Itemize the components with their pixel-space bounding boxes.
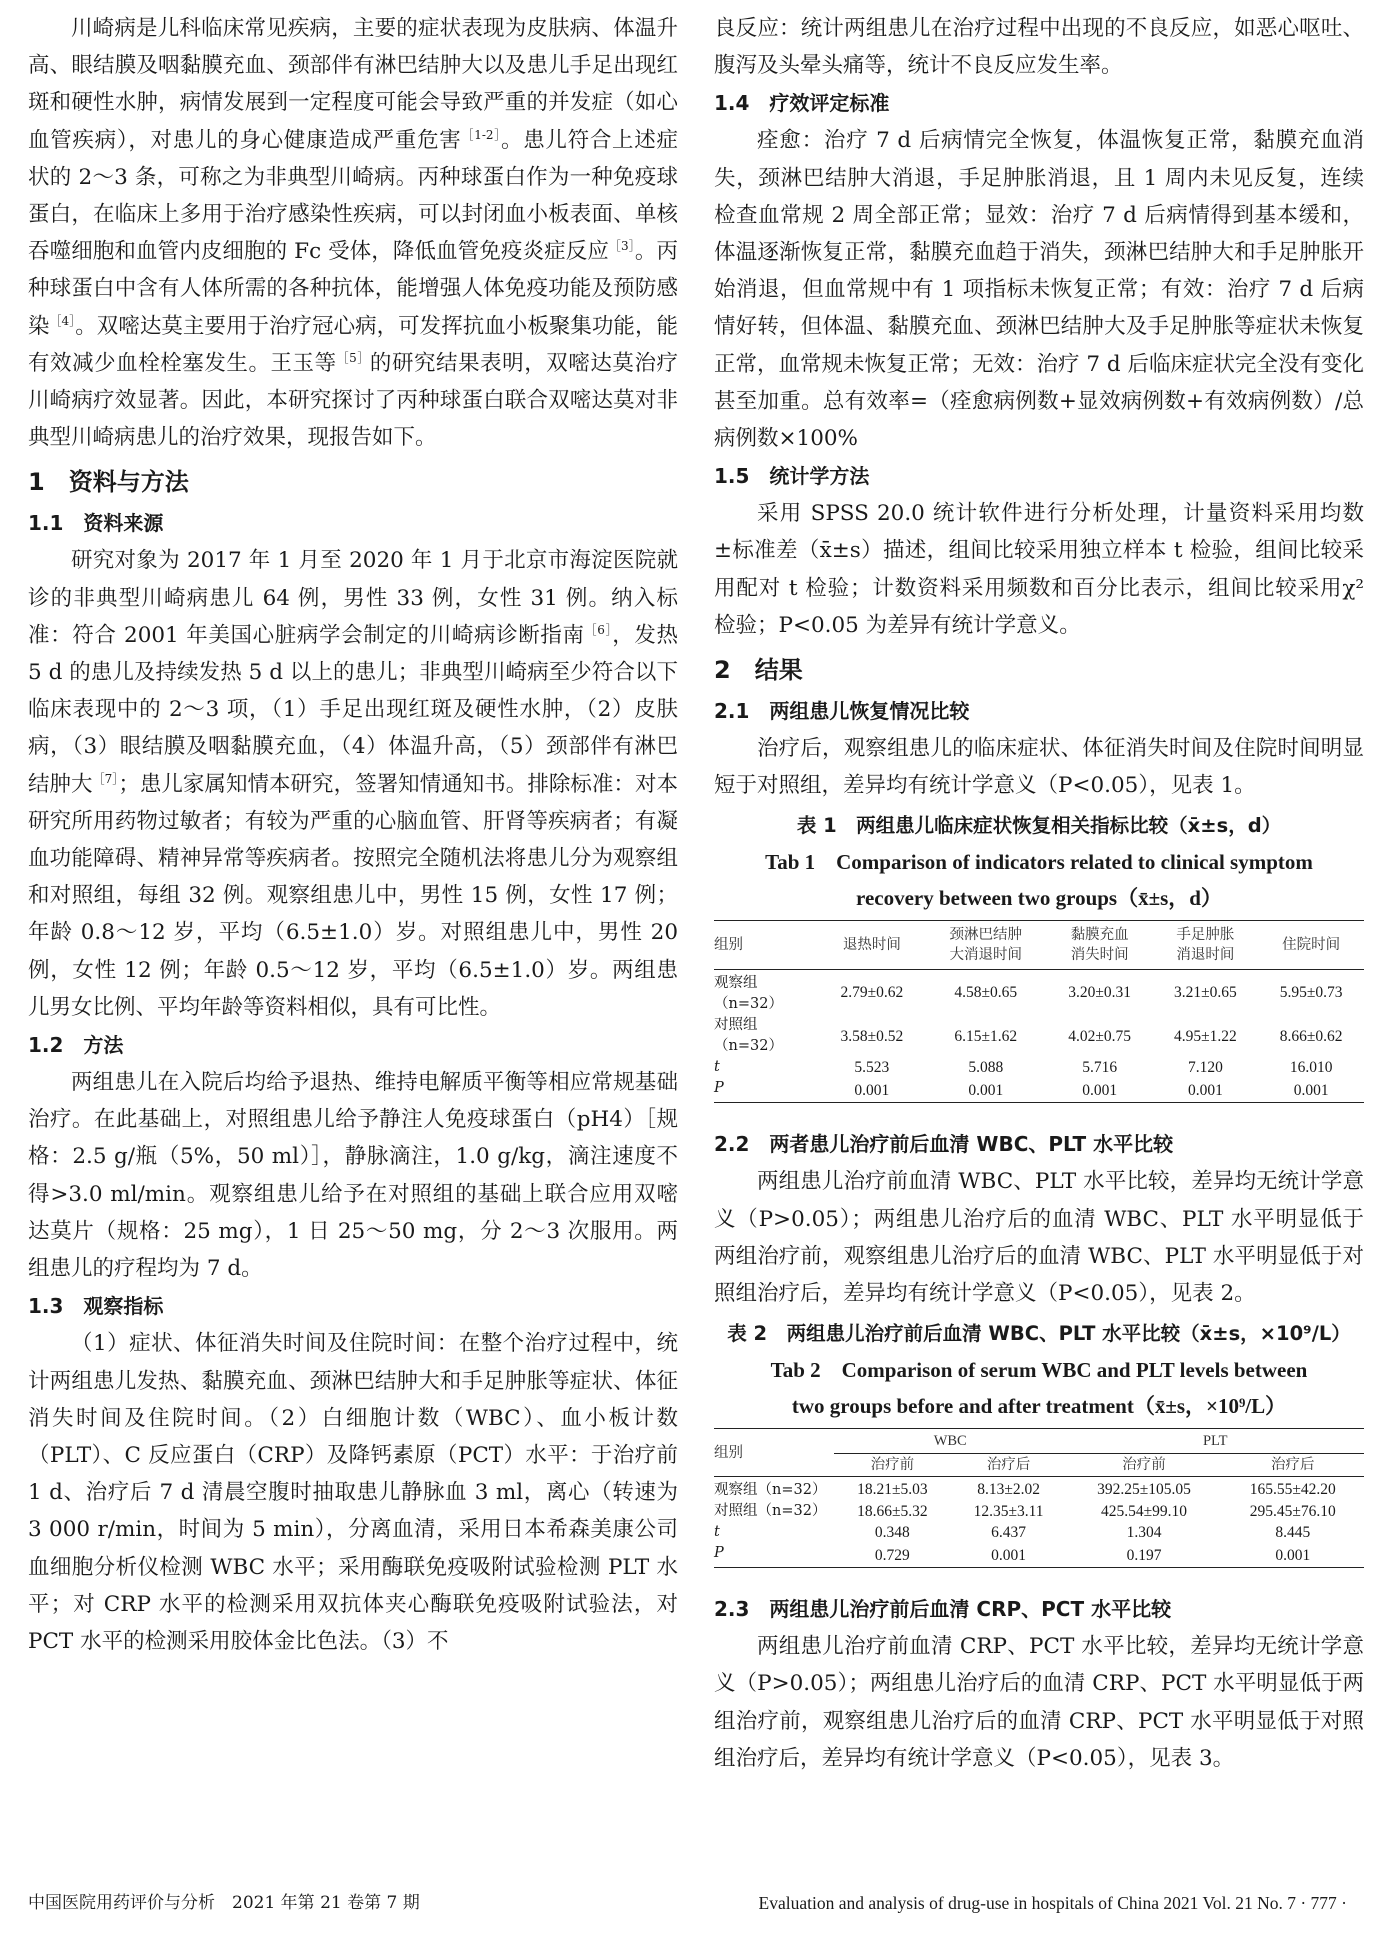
source-text-1: 研究对象为 2017 年 1 月至 2020 年 1 月于北京市海淀医院就诊的非典型川崎病患儿 64 例，男性 33 例，女性 31 例。纳入标准：符合 2001 年美国心脏病学会制定的川崎病诊断指南 xyxy=(28,548,678,648)
journal-footer-en: Evaluation and analysis of drug-use in hospitals of China 2021 Vol. 21 No. 7 · 777 · xyxy=(758,1893,1347,1913)
citation-ref: ［7］ xyxy=(92,771,119,786)
table-header-cell: 治疗后 xyxy=(986,1457,1031,1474)
subsection-heading-1-3: 1.3 观察指标 xyxy=(28,1294,164,1319)
table-cell: 5.088 xyxy=(968,1059,1004,1077)
table-cell: 0.001 xyxy=(854,1081,890,1099)
table-cell: t xyxy=(714,1524,720,1541)
table-cell: 0.001 xyxy=(968,1081,1004,1099)
subsection-heading-2-3: 2.3 两组患儿治疗前后血清 CRP、PCT 水平比较 xyxy=(714,1597,1172,1622)
table-row xyxy=(714,1078,1364,1103)
table-cell: 8.66±0.62 xyxy=(1279,1027,1343,1045)
observation-paragraph: （1）症状、体征消失时间及住院时间：在整个治疗过程中，统计两组患儿发热、黏膜充血、颈淋巴结肿大和手足肿胀等症状、体征消失时间及住院时间。（2）白细胞计数（WBC）、血小板计数（PLT）、C 反应蛋白（CRP）及降钙素原（PCT）水平：于治疗前 1 d、治疗后 7 d 清晨空腹时抽取患儿静脉血 3 ml，离心（转速为 3 000 r/min，时间为 5 min），分离血清，采用日本希森美康公司血细胞分析仪检测 WBC 水平；采用酶联免疫吸附试验检测 PLT 水平；对 CRP 水平的检测采用双抗体夹心酶联免疫吸附试验法，对 PCT 水平的检测采用胶体金比色法。（3）不 xyxy=(28,1331,678,1654)
table-2-caption-en-line-1: Tab 2 Comparison of serum WBC and PLT levels between xyxy=(770,1358,1308,1383)
source-paragraph xyxy=(28,542,678,1026)
table-2-caption-en-line-2: two groups before and after treatment（x̄±s，×10⁹/L） xyxy=(791,1394,1287,1419)
table-cell: 8.445 xyxy=(1275,1524,1311,1542)
table-cell: 5.716 xyxy=(1082,1059,1118,1077)
source-text-2: ，发热 5 d 的患儿及持续发热 5 d 以上的患儿；非典型川崎病至少符合以下临床表现中的 2～3 项，（1）手足出现红斑及硬性水肿，（2）皮肤病，（3）眼结膜及咽黏膜充血，（4）体温升高，（5）颈部伴有淋巴结肿大 xyxy=(28,622,678,797)
intro-text-3: 。丙种球蛋白中含有人体所需的各种抗体，能增强人体免疫功能及预防感染 xyxy=(28,239,678,339)
subsection-heading-1-2: 1.2 方法 xyxy=(28,1033,124,1058)
table-cell: 0.001 xyxy=(1187,1081,1223,1099)
table-cell: 3.20±0.31 xyxy=(1047,970,1153,1016)
table-cell: 对照组（n=32） xyxy=(714,1017,783,1055)
continued-paragraph: 良反应：统计两组患儿在治疗过程中出现的不良反应，如恶心呕吐、腹泻及头晕头痛等，统计不良反应发生率。 xyxy=(714,16,1364,79)
intro-text-1: 川崎病是儿科临床常见疾病，主要的症状表现为皮肤病、体温升高、眼结膜及咽黏膜充血、颈部伴有淋巴结肿大以及患儿手足出现红斑和硬性水肿，病情发展到一定程度可能会导致严重的并发症（如心血管疾病），对患儿的身心健康造成严重危害 xyxy=(28,16,678,153)
citation-ref: ［4］ xyxy=(49,313,76,328)
table-cell: P xyxy=(714,1545,724,1562)
statistics-paragraph: 采用 SPSS 20.0 统计软件进行分析处理，计量资料采用均数±标准差（x̄±s）描述，组间比较采用独立样本 t 检验，组间比较采用配对 t 检验；计数资料采用频数和百分比表示，组间比较采用χ² 检验；P<0.05 为差异有统计学意义。 xyxy=(714,501,1364,638)
intro-text-2: 。患儿符合上述症状的 2～3 条，可称之为非典型川崎病。丙种球蛋白作为一种免疫球蛋白，在临床上多用于治疗感染性疾病，可以封闭血小板表面、单核吞噬细胞和血管内皮细胞的 Fc 受体，降低血管免疫炎症反应 xyxy=(28,127,678,265)
table-row xyxy=(714,1543,1364,1568)
table-cell: 0.001 xyxy=(1275,1546,1311,1564)
table-row xyxy=(714,1057,1364,1078)
citation-ref: ［6］ xyxy=(584,622,613,637)
right-column xyxy=(714,10,1364,1777)
table-cell: 8.13±2.02 xyxy=(951,1477,1067,1502)
result-paragraph-1: 治疗后，观察组患儿的临床症状、体征消失时间及住院时间明显短于对照组，差异均有统计学意义（P<0.05），见表 1。 xyxy=(714,736,1364,799)
section-heading-1: 1 资料与方法 xyxy=(28,468,189,497)
table-cell: 对照组（n=32） xyxy=(714,1503,827,1520)
table-row xyxy=(714,1015,1364,1057)
table-header-cell: 组别 xyxy=(714,937,743,954)
left-column xyxy=(28,10,678,1660)
subsection-heading-2-2: 2.2 两者患儿治疗前后血清 WBC、PLT 水平比较 xyxy=(714,1132,1174,1157)
citation-ref: ［3］ xyxy=(608,239,635,254)
method-paragraph: 两组患儿在入院后均给予退热、维持电解质平衡等相应常规基础治疗。在此基础上，对照组患儿给予静注人免疫球蛋白（pH4）［规格：2.5 g/瓶（5%，50 ml）］，静脉滴注，1.0 g/kg，滴注速度不得>3.0 ml/min。观察组患儿给予在对照组的基础上联合应用双嘧达莫片（规格：25 mg），1 日 25～50 mg，分 2～3 次服用。两组患儿的疗程均为 7 d。 xyxy=(28,1070,678,1282)
citation-ref: ［5］ xyxy=(336,350,370,365)
table-1-caption-en-line-1: Tab 1 Comparison of indicators related to clinical symptom xyxy=(765,850,1313,875)
table-row xyxy=(714,1501,1364,1522)
table-1 xyxy=(714,808,1364,1103)
table-cell: 425.54±99.10 xyxy=(1101,1503,1188,1521)
table-cell: P xyxy=(714,1080,724,1097)
table-header-plt: PLT xyxy=(1066,1429,1364,1454)
subsection-heading-1-5: 1.5 统计学方法 xyxy=(714,464,870,489)
table-header-cell: 黏膜充血 消失时间 xyxy=(1070,927,1129,964)
table-cell: 18.21±5.03 xyxy=(834,1477,951,1502)
intro-text-4: 。双嘧达莫主要用于治疗冠心病，可发挥抗血小板聚集功能，能有效减少血栓栓塞发生。王玉等 xyxy=(28,313,678,376)
table-cell: 0.197 xyxy=(1126,1546,1162,1564)
table-cell: 5.95±0.73 xyxy=(1258,970,1364,1016)
table-cell: 6.15±1.62 xyxy=(954,1027,1018,1045)
table-cell: 6.437 xyxy=(991,1524,1026,1542)
journal-footer-cn: 中国医院用药评价与分析 2021 年第 21 卷第 7 期 xyxy=(28,1893,420,1913)
result-paragraph-2: 两组患儿治疗前血清 WBC、PLT 水平比较，差异均无统计学意义（P>0.05）；两组患儿治疗后的血清 WBC、PLT 水平明显低于两组治疗前，观察组患儿治疗后的血清 WBC、PLT 水平明显低于对照组治疗后，差异均有统计学意义（P<0.05），见表 2。 xyxy=(714,1169,1364,1307)
table-2-group-row xyxy=(714,1429,1364,1454)
table-cell: 7.120 xyxy=(1187,1059,1223,1077)
table-cell: 5.523 xyxy=(854,1059,890,1077)
table-cell: 4.58±0.65 xyxy=(925,970,1047,1016)
table-header-cell: 治疗前 xyxy=(870,1457,915,1474)
table-cell: 0.729 xyxy=(874,1546,910,1564)
subsection-heading-2-1: 2.1 两组患儿恢复情况比较 xyxy=(714,699,970,724)
table-header-cell: 退热时间 xyxy=(842,937,901,954)
table-1-caption-cn: 表 1 两组患儿临床症状恢复相关指标比较（x̄±s，d） xyxy=(796,814,1282,838)
table-cell: 观察组（n=32） xyxy=(714,970,819,1016)
table-cell: 观察组（n=32） xyxy=(714,1477,834,1502)
table-cell: 16.010 xyxy=(1289,1059,1333,1077)
evaluation-paragraph: 痊愈：治疗 7 d 后病情完全恢复，体温恢复正常，黏膜充血消失，颈淋巴结肿大消退，手足肿胀消退，且 1 周内未见反复，连续检查血常规 2 周全部正常；显效：治疗 7 d 后病情得到基本缓和，体温逐渐恢复正常，黏膜充血趋于消失，颈淋巴结肿大和手足肿胀开始消退，但血常规中有 1 项指标未恢复正常；有效：治疗 7 d 后病情好转，但体温、黏膜充血、颈淋巴结肿大及手足肿胀等症状未恢复正常，血常规未恢复正常；无效：治疗 7 d 后临床症状完全没有变化甚至加重。总有效率=（痊愈病例数+显效病例数+有效病例数）/总病例数×100% xyxy=(714,128,1364,452)
table-cell: t xyxy=(714,1059,720,1076)
table-2-caption-cn: 表 2 两组患儿治疗前后血清 WBC、PLT 水平比较（x̄±s，×10⁹/L） xyxy=(727,1322,1351,1346)
subsection-heading-1-4: 1.4 疗效评定标准 xyxy=(714,91,890,116)
intro-text-5: 的研究结果表明，双嘧达莫治疗川崎病疗效显著。因此，本研究探讨了丙种球蛋白联合双嘧达莫对非典型川崎病患儿的治疗效果，现报告如下。 xyxy=(28,350,678,451)
table-cell: 1.304 xyxy=(1126,1524,1162,1542)
table-1-header-row xyxy=(714,921,1364,970)
table-row xyxy=(714,970,1364,1016)
table-cell: 3.58±0.52 xyxy=(840,1027,904,1045)
table-header-cell: 治疗后 xyxy=(1271,1457,1315,1474)
table-cell: 0.001 xyxy=(1293,1081,1329,1099)
table-cell: 165.55±42.20 xyxy=(1222,1477,1364,1502)
subsection-heading-1-1: 1.1 资料来源 xyxy=(28,511,164,536)
table-header-cell: 组别 xyxy=(714,1444,743,1461)
table-header-wbc: WBC xyxy=(834,1429,1066,1454)
table-1-caption-en-line-2: recovery between two groups（x̄±s，d） xyxy=(856,886,1222,911)
table-header-cell: 住院时间 xyxy=(1282,937,1341,954)
table-cell: 392.25±105.05 xyxy=(1066,1477,1221,1502)
table-header-cell: 手足肿胀 消退时间 xyxy=(1176,927,1235,964)
table-cell: 12.35±3.11 xyxy=(973,1503,1044,1521)
source-text-3: ；患儿家属知情本研究，签署知情通知书。排除标准：对本研究所用药物过敏者；有较为严重的心脑血管、肝肾等疾病者；有凝血功能障碍、精神异常等疾病者。按照完全随机法将患儿分为观察组和对照组，每组 32 例。观察组患儿中，男性 15 例，女性 17 例；年龄 0.8～12 岁，平均（6.5±1.0）岁。对照组患儿中，男性 20 例，女性 12 例；年龄 0.5～12 岁，平均（6.5±1.0）岁。两组患儿男女比例、平均年龄等资料相似，具有可比性。 xyxy=(28,771,678,1020)
table-2-grid xyxy=(714,1428,1364,1568)
table-cell: 3.21±0.65 xyxy=(1153,970,1259,1016)
table-cell: 18.66±5.32 xyxy=(857,1503,928,1521)
table-1-grid xyxy=(714,920,1364,1103)
citation-ref: ［1-2］ xyxy=(461,127,501,142)
table-cell: 4.95±1.22 xyxy=(1174,1027,1237,1045)
table-cell: 0.348 xyxy=(874,1524,910,1542)
table-row xyxy=(714,1522,1364,1543)
table-header-cell: 治疗前 xyxy=(1122,1457,1166,1474)
table-cell: 0.001 xyxy=(1082,1081,1118,1099)
table-cell: 4.02±0.75 xyxy=(1068,1027,1132,1045)
table-header-cell: 颈淋巴结肿 大消退时间 xyxy=(949,927,1023,964)
table-cell: 295.45±76.10 xyxy=(1249,1503,1336,1521)
table-cell: 2.79±0.62 xyxy=(819,970,925,1016)
table-row xyxy=(714,1477,1364,1502)
table-cell: 0.001 xyxy=(991,1546,1026,1564)
intro-paragraph xyxy=(28,10,678,456)
result-paragraph-3: 两组患儿治疗前血清 CRP、PCT 水平比较，差异均无统计学意义（P>0.05）；两组患儿治疗后的血清 CRP、PCT 水平明显低于两组治疗前，观察组患儿治疗后的血清 CRP、PCT 水平明显低于对照组治疗后，差异均有统计学意义（P<0.05），见表 3。 xyxy=(714,1634,1364,1771)
section-heading-2: 2 结果 xyxy=(714,656,803,685)
table-2 xyxy=(714,1316,1364,1568)
